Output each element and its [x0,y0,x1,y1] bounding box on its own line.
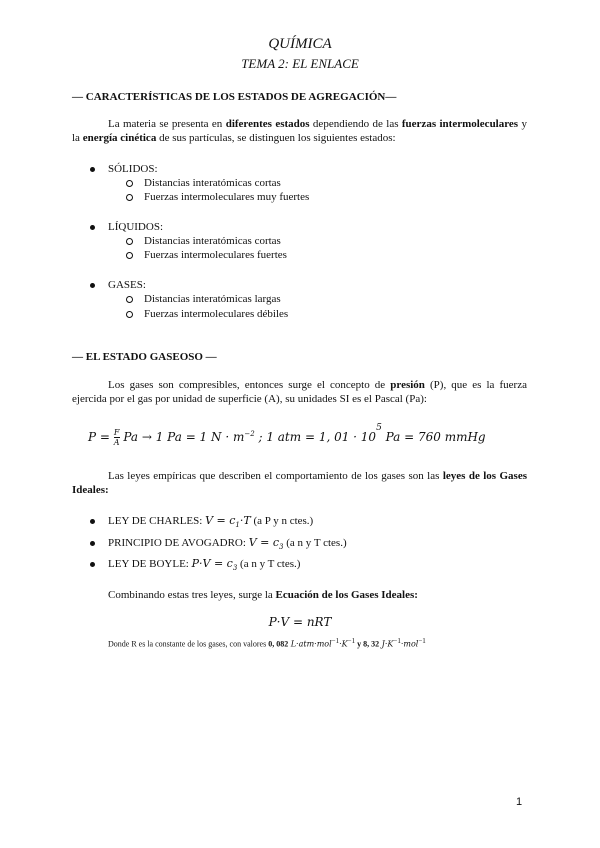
document-title: QUÍMICA [268,36,332,52]
laws-intro-text: Las leyes empíricas que describen el comportamiento de los gases son las [108,470,443,482]
ideal-gas-text: Combinando estas tres leyes, surge la [108,589,276,601]
intro-paragraph [72,117,527,145]
law-subscript: 3 [232,564,238,573]
note-exp: −1 [393,637,401,645]
note-value-1: 0, 082 [268,639,289,649]
eq-part-1: Pa → 1 Pa = 1 N · m [119,430,245,444]
pressure-paragraph [72,378,527,406]
subitem-text: Fuerzas intermoleculares débiles [144,308,289,320]
law-label: LEY DE CHARLES: [108,515,206,527]
intro-text-3: y la [72,118,527,144]
subitem-text: Distancias interatómicas cortas [144,177,281,189]
law-formula-2: ·T [239,514,251,527]
ideal-gas-equation: P·V = nRT [268,615,332,629]
law-formula: V = c [248,536,280,549]
list-item-solidos [108,162,158,176]
note-value-2: 8, 32 [363,639,380,649]
subitem-text: Fuerzas intermoleculares fuertes [144,249,287,261]
law-subscript: 3 [279,543,284,552]
section-heading-gaseoso: — EL ESTADO GASEOSO — [72,351,217,363]
note-exp: −1 [347,637,356,645]
eq-lhs: P = [88,430,114,444]
eq-exponent-2: 5 [376,423,382,433]
list-subitem [144,234,281,248]
note-unit-2: J·K [379,639,394,649]
document-subtitle: TEMA 2: EL ENLACE [241,56,359,71]
circle-bullet-icon [126,296,133,303]
law-formula: P·V = c [191,557,233,570]
bullet-icon [90,562,95,567]
bullet-icon [90,167,95,172]
note-unit-2b: ·mol [400,639,419,649]
list-subitem [144,307,288,321]
law-charles [108,514,313,532]
law-conditions: (a n y T ctes.) [237,558,301,570]
circle-bullet-icon [126,180,133,187]
circle-bullet-icon [126,194,133,201]
ideal-gas-intro [72,588,527,602]
intro-text-1: La materia se presenta en [108,118,226,130]
section-heading-states: — CARACTERÍSTICAS DE LOS ESTADOS DE AGREGACIÓN— [72,91,397,103]
gas-constant-note [108,637,426,649]
subitem-text: Distancias interatómicas largas [144,293,281,305]
state-name: GASES: [108,279,146,291]
subitem-text: Distancias interatómicas cortas [144,235,281,247]
intro-text-4: de sus partículas, se distinguen los siguientes estados: [156,132,396,144]
note-exp: −1 [418,637,426,645]
eq-exponent-1: −2 [244,430,255,438]
intro-text-2: dependiendo de las [309,118,402,130]
note-unit-1: L·atm·mol [288,639,332,649]
intro-bold-1: diferentes estados [225,118,310,130]
state-name: SÓLIDOS: [108,163,158,175]
laws-intro-paragraph [72,469,527,497]
intro-bold-2: fuerzas intermoleculares [401,118,519,130]
bullet-icon [90,541,95,546]
pressure-text-2: (P), que es la fuerza ejercida por el gas por unidad de superficie (A), su unidades SI es el Pascal (Pa): [72,379,527,405]
law-subscript: 1 [235,521,240,530]
law-avogadro [108,536,347,554]
note-exp: −1 [331,637,340,645]
law-label: LEY DE BOYLE: [108,558,192,570]
ideal-gas-bold: Ecuación de los Gases Ideales: [275,589,418,601]
intro-bold-3: energía cinética [82,132,157,144]
circle-bullet-icon [126,311,133,318]
bullet-icon [90,519,95,524]
note-text: Donde R es la constante de los gases, con valores [108,639,269,649]
bullet-icon [90,283,95,288]
list-item-gases [108,278,146,292]
pressure-equation [88,423,486,447]
pressure-text-1: Los gases son compresibles, entonces surge el concepto de [108,379,391,391]
eq-part-2: ; 1 atm = 1, 01 · 10 [254,430,377,444]
list-item-liquidos [108,220,163,234]
law-boyle [108,557,300,575]
law-conditions: (a P y n ctes.) [250,515,314,527]
fraction-num: F [113,428,120,437]
fraction-den: A [113,438,120,447]
law-label: PRINCIPIO DE AVOGADRO: [108,537,249,549]
list-subitem [144,190,309,204]
bullet-icon [90,225,95,230]
note-unit-1b: ·K [339,639,348,649]
state-name: LÍQUIDOS: [108,221,163,233]
page-number: 1 [516,796,523,808]
laws-intro-bold: leyes de los Gases Ideales: [72,470,527,496]
subitem-text: Fuerzas intermoleculares muy fuertes [144,191,310,203]
list-subitem [144,292,281,306]
law-formula: V = c [205,514,236,527]
pressure-bold: presión [390,379,425,391]
eq-part-3: Pa = 760 mmHg [381,430,486,444]
circle-bullet-icon [126,252,133,259]
note-and: y [355,639,364,649]
list-subitem [144,248,287,262]
circle-bullet-icon [126,238,133,245]
list-subitem [144,176,281,190]
law-conditions: (a n y T ctes.) [283,537,347,549]
